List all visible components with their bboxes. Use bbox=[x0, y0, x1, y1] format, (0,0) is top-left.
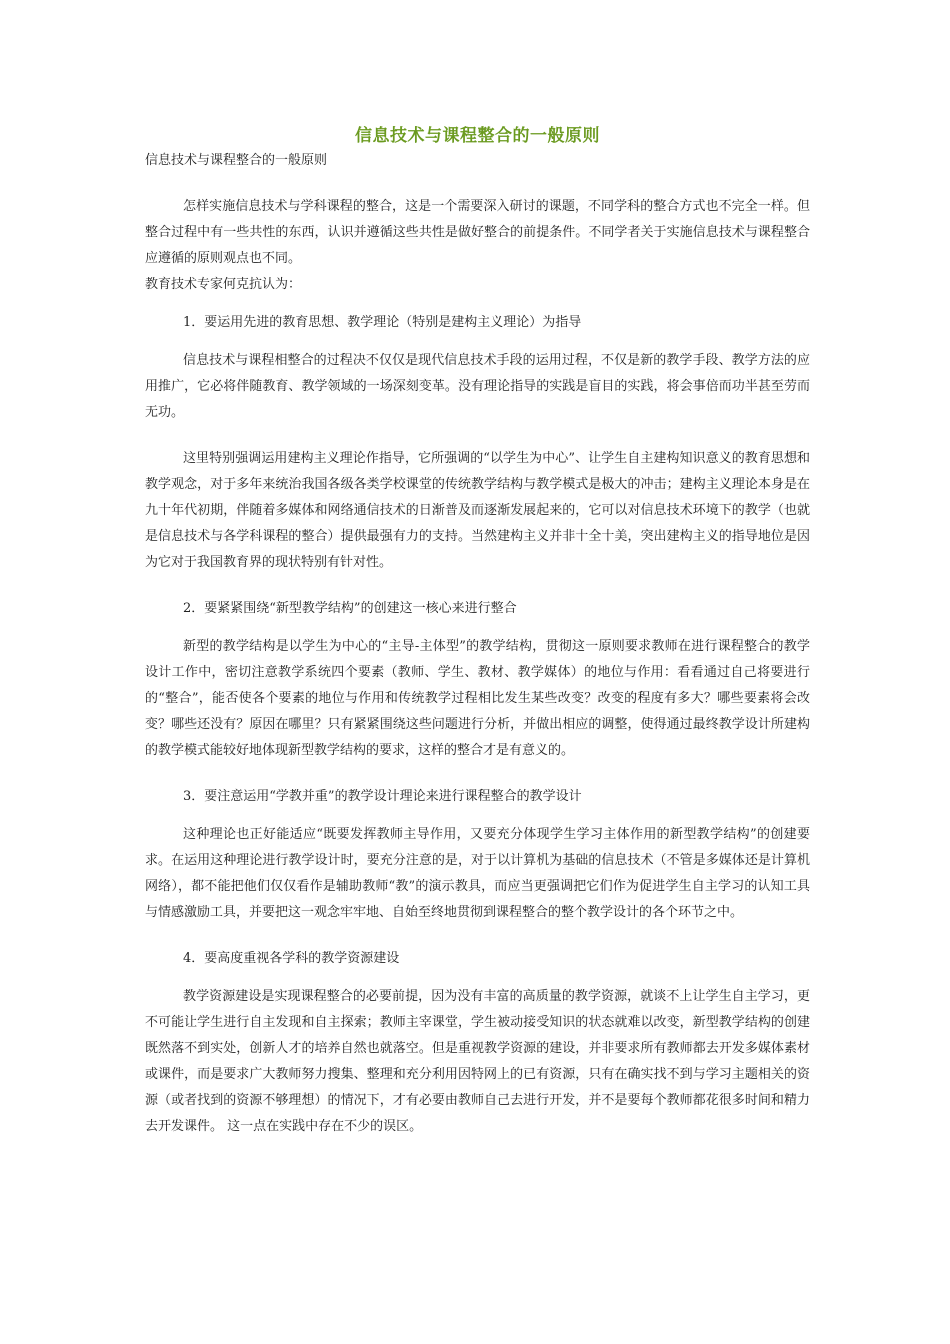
document-page bbox=[145, 122, 810, 1140]
section-1-paragraph-2: 这里特别强调运用建构主义理论作指导，它所强调的“以学生为中心”、让学生自主建构知识意义的教育思想和教学观念，对于多年来统治我国各级各类学校课堂的传统教学结构与教学模式是极大的冲击；建构主义理论本身是在九十年代初期，伴随着多媒体和网络通信技术的日渐普及而逐渐发展起来的，它可以对信息技术环境下的教学（也就是信息技术与各学科课程的整合）提供最强有力的支持。当然建构主义并非十全十美，突出建构主义的指导地位是因为它对于我国教育界的现状特别有针对性。 bbox=[145, 451, 810, 570]
section-3-heading: 3．要注意运用“学教并重”的教学设计理论来进行课程整合的教学设计 bbox=[183, 789, 582, 804]
section-2-paragraph-1: 新型的教学结构是以学生为中心的“主导-主体型”的教学结构，贯彻这一原则要求教师在进行课程整合的教学设计工作中，密切注意教学系统四个要素（教师、学生、教材、教学媒体）的地位与作用：看看通过自己将要进行的“整合”，能否使各个要素的地位与作用和传统教学过程相比发生某些改变？改变的程度有多大？哪些要素将会改变？哪些还没有？原因在哪里？只有紧紧围绕这些问题进行分析，并做出相应的调整，使得通过最终教学设计所建构的教学模式能较好地体现新型教学结构的要求，这样的整合才是有意义的。 bbox=[145, 639, 810, 758]
section-4-heading: 4．要高度重视各学科的教学资源建设 bbox=[183, 951, 400, 966]
document-title: 信息技术与课程整合的一般原则 bbox=[355, 126, 600, 146]
section-1-heading: 1．要运用先进的教育思想、教学理论（特别是建构主义理论）为指导 bbox=[183, 315, 582, 330]
section-2-heading: 2．要紧紧围绕“新型教学结构”的创建这一核心来进行整合 bbox=[183, 601, 517, 616]
expert-line: 教育技术专家何克抗认为： bbox=[145, 277, 302, 292]
intro-paragraph: 怎样实施信息技术与学科课程的整合，这是一个需要深入研讨的课题，不同学科的整合方式也不完全一样。但整合过程中有一些共性的东西，认识并遵循这些共性是做好整合的前提条件。不同学者关于实施信息技术与课程整合应遵循的原则观点也不同。 bbox=[145, 199, 810, 266]
section-1-paragraph-1: 信息技术与课程相整合的过程决不仅仅是现代信息技术手段的运用过程，不仅是新的教学手段、教学方法的应用推广，它必将伴随教育、教学领域的一场深刻变革。没有理论指导的实践是盲目的实践，将会事倍而功半甚至劳而无功。 bbox=[145, 353, 810, 420]
section-3-paragraph-1: 这种理论也正好能适应“既要发挥教师主导作用，又要充分体现学生学习主体作用的新型教学结构”的创建要求。在运用这种理论进行教学设计时，要充分注意的是，对于以计算机为基础的信息技术（不管是多媒体还是计算机网络），都不能把他们仅仅看作是辅助教师“教”的演示教具，而应当更强调把它们作为促进学生自主学习的认知工具与情感激励工具，并要把这一观念牢牢地、自始至终地贯彻到课程整合的整个教学设计的各个环节之中。 bbox=[145, 827, 810, 920]
section-4-paragraph-1: 教学资源建设是实现课程整合的必要前提，因为没有丰富的高质量的教学资源，就谈不上让学生自主学习，更不可能让学生进行自主发现和自主探索；教师主宰课堂，学生被动接受知识的状态就难以改变，新型教学结构的创建既然落不到实处，创新人才的培养自然也就落空。但是重视教学资源的建设，并非要求所有教师都去开发多媒体素材或课件，而是要求广大教师努力搜集、整理和充分利用因特网上的已有资源，只有在确实找不到与学习主题相关的资源（或者找到的资源不够理想）的情况下，才有必要由教师自己去进行开发，并不是要每个教师都花很多时间和精力去开发课件。 这一点在实践中存在不少的误区。 bbox=[145, 989, 810, 1134]
document-subtitle: 信息技术与课程整合的一般原则 bbox=[145, 153, 328, 168]
